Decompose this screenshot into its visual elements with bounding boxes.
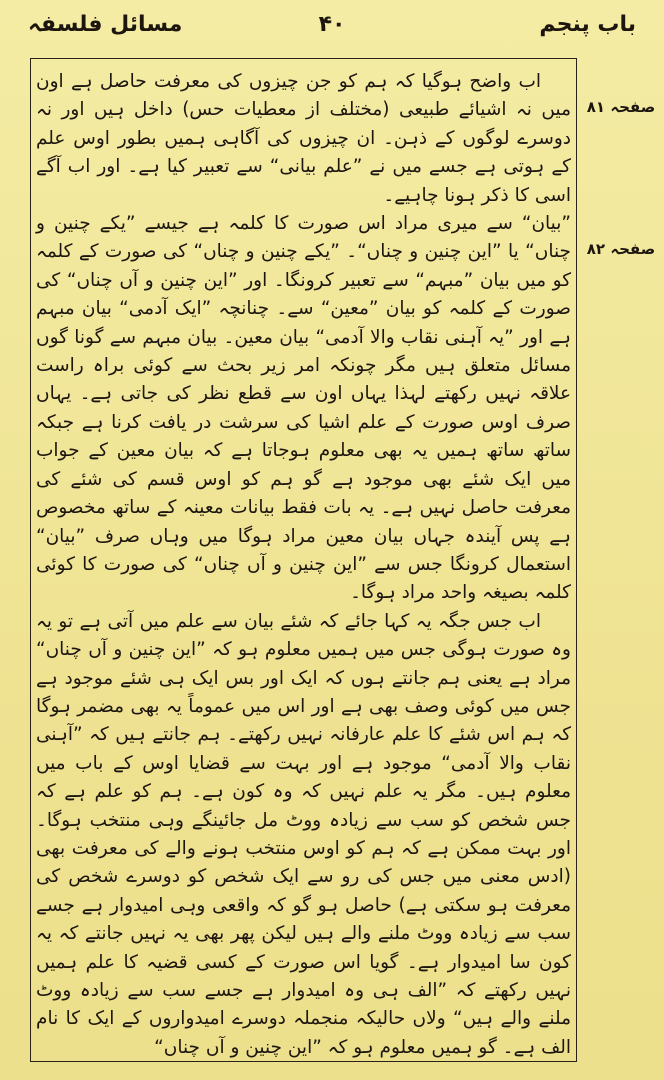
page-number: ۴۰ bbox=[318, 12, 346, 37]
paragraph: اب واضح ہوگیا کہ ہم کو جن چیزوں کی معرفت حاصل ہے اون میں نہ اشیائے طبیعی (مختلف از معطیات حس) داخل ہیں اور نہ دوسرے لوگوں کے ذہن۔ ان چیزوں کی آگاہی ہمیں بطور اوس علم کے ہوتی ہے جسے میں نے ”علم بیانی“ سے تعبیر کیا ہے۔ اور اب آگے اسی کا ذکر ہونا چاہیے۔ bbox=[36, 71, 571, 206]
margin-note: صفحہ ۸۲ bbox=[586, 240, 656, 258]
chapter-title: باب پنجم bbox=[539, 12, 636, 37]
paragraph: اب جس جگہ یہ کہا جائے کہ شئے بیان سے علم میں آتی ہے تو یہ وہ صورت ہوگی جس میں ہمیں معلوم ہو کہ ”این چنین و آں چناں“ مراد ہے یعنی ہم جانتے ہوں کہ ایک اور بس ایک ہی شئے موجود ہے جس میں کوئی وصف بھی ہے اور اس میں عموماً یہ بھی مضمر ہوگا کہ ہم اس شئے کا علم عارفانہ نہیں رکھتے۔ ہم جانتے ہیں کہ ”آہنی نقاب والا آدمی“ موجود ہے اور بہت سے قضایا اوس کے باب میں معلوم ہیں۔ مگر یہ علم نہیں کہ وہ کون ہے۔ ہم کو علم ہے کہ جس شخص کو سب سے زیادہ ووٹ مل جائینگے وہی منتخب ہوگا۔ اور بہت ممکن ہے کہ ہم کو اوس منتخب ہونے والے کی معرفت بھی (ادس معنی میں جس کی رو سے ایک شخص کو دوسرے شخص کی معرفت ہو سکتی ہے) حاصل ہو گو کہ واقعی وہی امیدوار ہے جسے سب سے زیادہ ووٹ ملنے والے ہیں لیکن پھر بھی یہ نہیں جانتے کہ یہ کون سا امیدوار ہے۔ گویا اس صورت کے کسی قضیہ کا علم ہمیں نہیں رکھتے کہ ”الف ہی وہ امیدوار ہے جسے سب سے زیادہ ووٹ ملنے والے ہیں“ ولاں حالیکہ منجملہ دوسرے امیدواروں کے ایک کا نام الف ہے۔ گو ہمیں معلوم ہو کہ ”این چنین و آں چناں“ bbox=[36, 610, 571, 1058]
body-text bbox=[36, 68, 571, 1062]
running-header bbox=[28, 8, 636, 48]
margin-note: صفحہ ۸۱ bbox=[586, 98, 656, 116]
book-title: مسائل فلسفہ bbox=[28, 12, 183, 37]
paragraph: ”بیان“ سے میری مراد اس صورت کا کلمہ ہے جیسے ”یکے چنین و چناں“ یا ”این چنین و چناں“۔ ”یکے چنین و چناں“ کی صورت کے کلمہ کو میں بیان ”مبہم“ سے تعبیر کرونگا۔ اور ”این چنین و آں چناں“ کی صورت کے کلمہ کو بیان ”معین“ سے۔ چنانچہ ”ایک آدمی“ بیان مبہم ہے اور ”یہ آہنی نقاب والا آدمی“ بیان معین۔ بیان مبہم سے گونا گوں مسائل متعلق ہیں مگر چونکہ امر زیر بحث سے کوئی براہ راست علاقہ نہیں رکھتے لہذا یہاں اون سے قطع نظر کی جاتی ہے۔ یہاں صرف اوس صورت کے علم اشیا کی سرشت در یافت کرنا ہے جبکہ ساتھ ساتھ ہمیں یہ بھی معلوم ہوجاتا ہے کہ بیان معین کے جواب میں ایک شئے بھی موجود ہے گو ہم کو اوس قسم کی شئے کی معرفت حاصل نہیں ہے۔ یہ بات فقط بیانات معینہ کے ساتھ مخصوص ہے پس آیندہ جہاں بیان معین مراد ہوگا میں وہاں صرف ”بیان“ استعمال کرونگا جس سے ”این چنین و آں چناں“ کی صورت کا کوئی کلمہ بصیغہ واحد مراد ہوگا۔ bbox=[36, 213, 571, 604]
